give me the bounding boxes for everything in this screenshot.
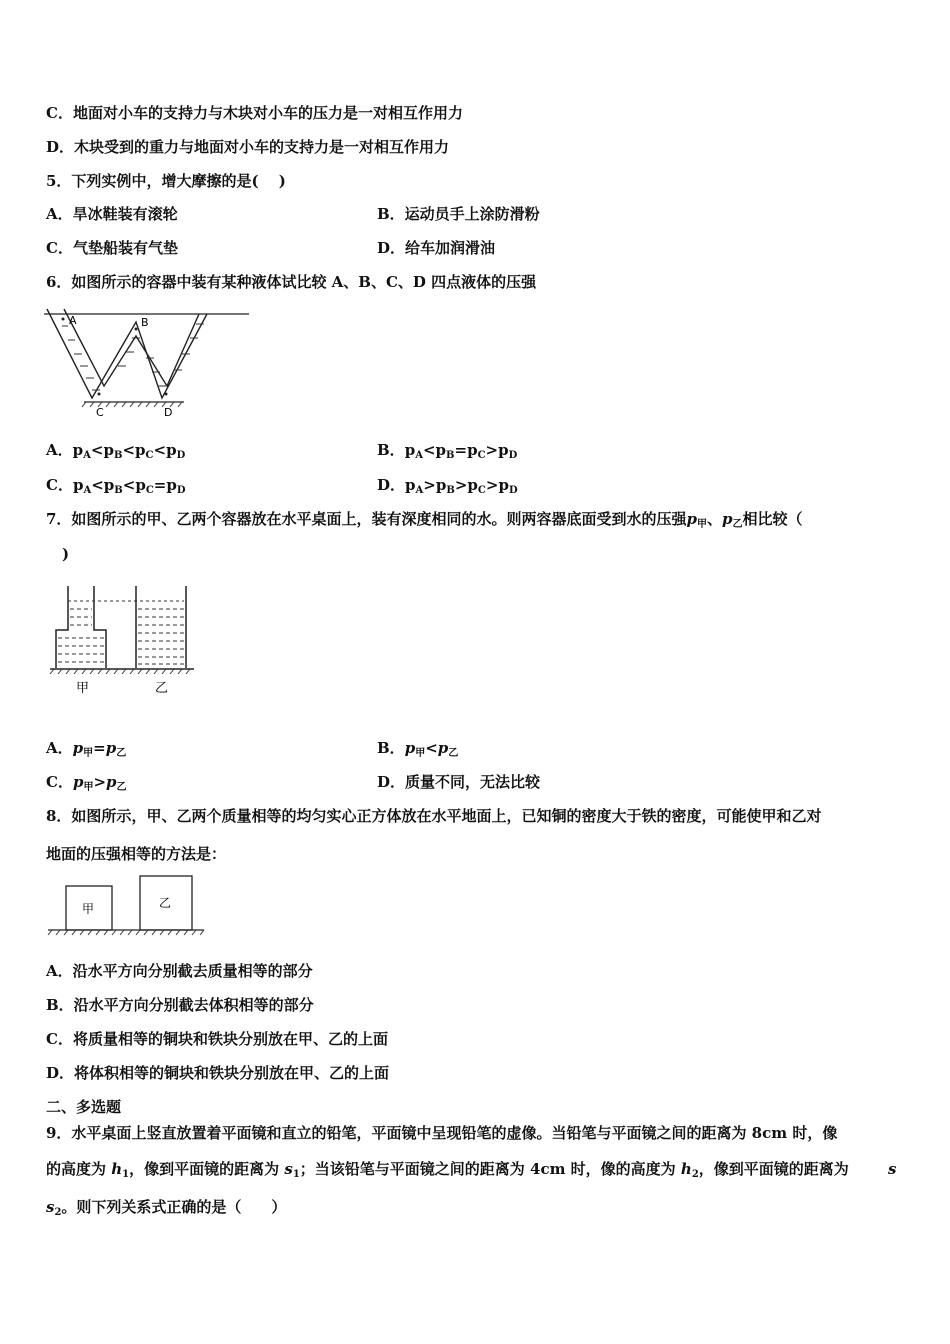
section-heading-multiple-choice: 二、多选题 — [46, 1098, 122, 1116]
q4-option-d: D．木块受到的重力与地面对小车的支持力是一对相互作用力 — [46, 138, 450, 156]
q8-option-d: D．将体积相等的铜块和铁块分别放在甲、乙的上面 — [46, 1064, 390, 1082]
fig6-label-b: B — [141, 316, 149, 329]
q8-stem-line2: 地面的压强相等的方法是： — [46, 845, 227, 863]
q8-option-b: B．沿水平方向分别截去体积相等的部分 — [46, 996, 314, 1014]
q8-option-c: C．将质量相等的铜块和铁块分别放在甲、乙的上面 — [46, 1030, 388, 1048]
fig6-label-d: D — [164, 406, 173, 419]
q5-stem: 5．下列实例中，增大摩擦的是( ) — [46, 172, 286, 190]
q6-option-d: D．$p_A>p_B>p_C>p_D$ — [377, 476, 518, 496]
q4-option-c: C．地面对小车的支持力与木块对小车的压力是一对相互作用力 — [46, 104, 463, 122]
q6-option-c: C．$p_A<p_B<p_C=p_D$ — [46, 476, 186, 496]
q5-option-c: C．气垫船装有气垫 — [46, 239, 178, 257]
q8-option-a: A．沿水平方向分别截去质量相等的部分 — [46, 962, 313, 980]
q7-stem-line2: ) — [62, 545, 70, 563]
fig7-label-jia: 甲 — [76, 681, 90, 696]
q9-stem-line1: 9．水平桌面上竖直放置着平面镜和直立的铅笔，平面镜中呈现铅笔的虚像。当铅笔与平面镜之间的距离为 8cm 时，像 — [46, 1124, 838, 1142]
q7-option-d: D．质量不同，无法比较 — [377, 773, 541, 791]
q7-option-b: B．$p_甲<p_乙$ — [377, 739, 459, 759]
fig8-label-jia: 甲 — [82, 902, 95, 916]
q7-containers-figure — [44, 580, 204, 698]
q7-option-a: A．$p_甲=p_乙$ — [46, 739, 127, 759]
q5-option-d: D．给车加润滑油 — [377, 239, 496, 257]
fig7-label-yi: 乙 — [155, 681, 169, 696]
fig8-label-yi: 乙 — [159, 896, 172, 910]
q5-option-a: A．旱冰鞋装有滚轮 — [46, 205, 178, 223]
q8-stem-line1: 8．如图所示，甲、乙两个质量相等的均匀实心正方体放在水平地面上，已知铜的密度大于铁的密度，可能使甲和乙对 — [46, 807, 822, 825]
q7-option-c: C．$p_甲>p_乙$ — [46, 773, 127, 793]
q6-container-figure — [44, 306, 254, 421]
q6-option-a: A．$p_A<p_B<p_C<p_D$ — [46, 441, 186, 461]
q5-option-b: B．运动员手上涂防滑粉 — [377, 205, 540, 223]
fig6-label-c: C — [96, 406, 104, 419]
q6-stem: 6．如图所示的容器中装有某种液体试比较 A、B、C、D 四点液体的压强 — [46, 273, 537, 291]
q9-stem-line2: 的高度为 $h_1$，像到平面镜的距离为 $s_1$；当该铅笔与平面镜之间的距离为 4cm 时，像的高度为 $h_2$，像到平面镜的距离为 — [46, 1160, 849, 1180]
q6-option-b: B．$p_A<p_B=p_C>p_D$ — [377, 441, 518, 461]
q7-stem-line1: 7．如图所示的甲、乙两个容器放在水平桌面上，装有深度相同的水。则两容器底面受到水的压强$p_甲$、$p_乙$相比较（ — [46, 510, 803, 530]
fig6-label-a: A — [69, 314, 77, 327]
q9-line2-end-s: s — [888, 1160, 897, 1178]
q8-cubes-figure — [44, 872, 209, 942]
q9-stem-line3: $s_2$。则下列关系式正确的是（ ） — [46, 1198, 287, 1218]
